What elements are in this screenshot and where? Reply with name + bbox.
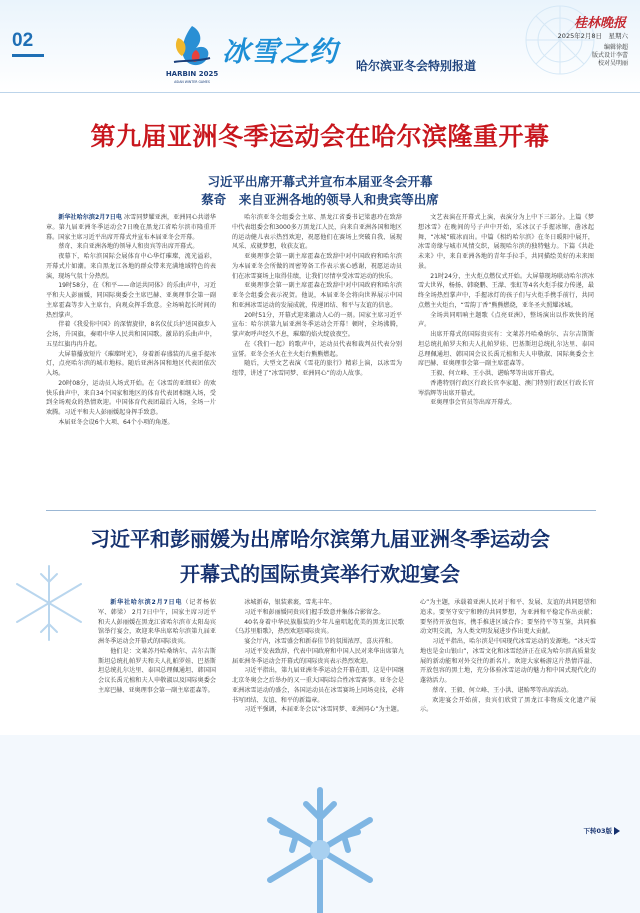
snowflake-icon bbox=[6, 560, 92, 646]
story2-col2-p6: 习近平指出，第九届亚洲冬季运动会开幕在即，这是中国继北京冬奥会之后举办的又一重大国际综合性冰雪赛事。亚冬会是亚洲冰雪运动的盛会，各国运动员在冰雪赛场上同场竞技，必将书写团结、友谊、和平的新篇章。 bbox=[232, 667, 404, 704]
story2-col2-p2: 习近平和彭丽媛同贵宾们握手致意并集体合影留念。 bbox=[244, 608, 385, 616]
story2-col2-p3: 40名身着中华民族服装的少年儿童唱起优美的黑龙江民歌《乌苏里船歌》，热烈欢迎国际贵宾。 bbox=[232, 618, 404, 636]
story2-col3-p1: 心”为主题，承载着亚洲人民对于和平、发展、友谊的共同愿望和追求。要坚守安宁和睦的共同梦想，为亚洲和平稳定作出贡献；要坚持开放包容，携手推进区域合作；要坚持平等互鉴，共同推动文明交流，为人类文明发展进步作出更大贡献。 bbox=[420, 599, 596, 636]
story1-col2-p5: 在《我们一起》的歌声中，运动员代表和裁判员代表分别宣誓。亚冬会圣火在主火炬台熊熊燃起。 bbox=[232, 340, 402, 358]
editor-credit: 编辑徐超 bbox=[603, 44, 628, 51]
story2-col1-p1: 2月7日中午，国家主席习近平和夫人彭丽媛在黑龙江省哈尔滨市太阳岛宾馆举行宴会，欢迎来华出席哈尔滨第九届亚洲冬季运动会开幕式的国际贵宾。 bbox=[98, 608, 216, 645]
story1-col1-p8: 本届亚冬会设6个大项、64个小项的角逐。 bbox=[58, 418, 174, 426]
story-divider bbox=[46, 510, 596, 511]
story1-col1-p2: 蔡奇、来自亚洲各地的领导人和贵宾等出席开幕式。 bbox=[58, 243, 199, 251]
story1-col1-p4: 19时58分，在《和平——命运共同体》的乐曲声中，习近平和夫人彭丽媛，同国际奥委会主席巴赫、亚奥理事会第一副主席霍森等步入主席台，向观众挥手致意。全场响起长时间的热烈掌声。 bbox=[46, 282, 216, 319]
story1-col1-p1: 冰雪同梦耀亚洲，亚洲同心共谱华章。第九届亚洲冬季运动会7日晚在黑龙江省哈尔滨市隆重开幕。国家主席习近平出席开幕式并宣布本届亚冬会开幕。 bbox=[46, 214, 216, 241]
story2-dateline: 新华社哈尔滨2月7日电 bbox=[110, 599, 183, 606]
story1-column-2 bbox=[232, 213, 402, 473]
story2-col2-p1: 冰城新春，银装素裹，雪兆丰年。 bbox=[244, 599, 336, 606]
story1-subhead-2: 蔡奇 来自亚洲各地的领导人和贵宾等出席 bbox=[201, 192, 439, 207]
header-divider bbox=[0, 92, 640, 93]
story2-headline-line2: 开幕式的国际贵宾举行欢迎宴会 bbox=[180, 562, 460, 586]
story1-col2-p2: 亚奥理事会第一副主席霍森在致辞中对中国政府和哈尔滨为本届亚冬会所做的周密筹备工作表示衷心感谢，祝愿运动员们在冰雪赛场上取得佳绩，让我们尽情享受冰雪运动的快乐。 bbox=[232, 253, 402, 280]
continued-on-page-link[interactable] bbox=[583, 826, 620, 835]
continued-label: 下转03版 bbox=[583, 827, 612, 835]
page-number-underline bbox=[12, 54, 44, 57]
story1-col2-p4: 20时51分，开幕式迎来激动人心的一刻。国家主席习近平宣布：哈尔滨第九届亚洲冬季运动会开幕！顿时，全场沸腾，掌声欢呼声经久不息，璀璨的焰火绽放夜空。 bbox=[232, 311, 402, 338]
story1-col3-p4: 出席开幕式的国际贵宾有：文莱苏丹哈桑纳尔、吉尔吉斯斯坦总统扎帕罗夫和夫人扎帕罗娃、巴基斯坦总统扎尔达里、泰国总理佩通坦、韩国国会议长禹元植和夫人申敬淑、国际奥委会主席巴赫、亚奥理事会第一副主席霍森等。 bbox=[418, 331, 594, 368]
story1-col3-p5: 王毅、何立峰、王小洪、谌贻琴等出席开幕式。 bbox=[430, 370, 559, 377]
story1-col1-p5: 伴着《我爱你中国》的深情旋律，8名仪仗兵护送国旗步入会场，升国旗，奏唱中华人民共和国国歌。激昂的乐曲声中，五星红旗冉冉升起。 bbox=[46, 321, 216, 348]
story1-col1-p3: 夜幕下，哈尔滨国际会展体育中心华灯璀璨，流光溢彩，开幕式片如潮。来自黑龙江各地的群众带来充满地域特色的表演，现场气氛十分热烈。 bbox=[46, 253, 216, 280]
story1-col3-p7: 亚奥理事会官员等出席开幕式。 bbox=[430, 399, 516, 407]
story2-col3-p2: 习近平指出，哈尔滨是中国现代冰雪运动的发源地。“冰天雪地也是金山银山”，冰雪文化和冰雪经济正在成为哈尔滨高质量发展的新动能和对外交往的新名片。欢迎大家畅游这片热情洋溢、开放包容的黑土地，充分体验冰雪运动的魅力和中国式现代化的蓬勃活力。 bbox=[420, 638, 596, 684]
story1-col2-p3: 亚奥理事会第一副主席霍森在致辞中对中国政府和哈尔滨亚冬会组委会表示祝贺。他说，本届亚冬会将向世界展示中国和亚洲冰雪运动的发展成就，传递团结、和平与友谊的信息。 bbox=[232, 282, 402, 309]
story1-headline: 第九届亚洲冬季运动会在哈尔滨隆重开幕 bbox=[90, 122, 550, 151]
page-number: 02 bbox=[12, 30, 34, 51]
story1-col1-p6: 大屏幕播放短片《璀璨时光》，身着新春盛装的儿童手提冰灯，点亮哈尔滨的城市地标。随后亚洲各国和地区代表团依次入场。 bbox=[46, 350, 216, 377]
story2-byline: （记者杨依军、韩梁） bbox=[98, 599, 216, 616]
issue-date: 2025年2月8日 星期六 bbox=[557, 32, 628, 40]
layout-credit: 版式设计李蕾 bbox=[591, 52, 628, 59]
story2-headline-line1: 习近平和彭丽媛为出席哈尔滨第九届亚洲冬季运动会 bbox=[90, 527, 550, 551]
story1-col3-p3: 全场共同唱响主题歌《点亮亚洲》，整场演出以作欢快的尾声。 bbox=[418, 311, 594, 329]
story1-col2-p6: 随后，大型文艺表演《雪花的旅行》精彩上演，以冰雪为纽带，讲述了“冰雪同梦、亚洲同心”的动人故事。 bbox=[232, 360, 402, 377]
logo-subtext: ASIAN WINTER GAMES bbox=[174, 80, 210, 84]
harbin-2025-logo-icon bbox=[166, 22, 218, 88]
story1-col1-p7: 20时08分，运动员入场式开始。在《冰雪的亚细亚》的欢快乐曲声中，来自34个国家和地区的体育代表团相继入场，受到全场观众的热情欢迎。中国体育代表团最后入场，全场一片欢腾。习近平和夫人彭丽媛起身挥手致意。 bbox=[46, 379, 216, 416]
story2-col3-p3: 蔡奇、王毅、何立峰、王小洪、谌贻琴等出席活动。 bbox=[432, 686, 573, 694]
story2-col1-p2: 他们是：文莱苏丹哈桑纳尔、吉尔吉斯斯坦总统扎帕罗夫和夫人扎帕罗娃、巴基斯坦总统扎尔达里、泰国总理佩通坦、韩国国会议长禹元植和夫人申敬淑以及国际奥委会主席巴赫、亚奥理事会第一副主席霍森等。 bbox=[98, 647, 216, 694]
story2-col2-p5: 习近平发表致辞，代表中国政府和中国人民对来华出席第九届亚洲冬季运动会开幕式的国际贵宾表示热烈欢迎。 bbox=[232, 647, 404, 665]
story1-col3-p1: 文艺表演在开幕式上演，表演分为上中下三部分。上篇《梦想冰雪》在晚间的号子声中开始，采冰汉子手握冰镩，凿冰起舞，“冰城”破冰而出。中篇《相约哈尔滨》在冬日暖阳中展开，冰雪奇缘与城市风情交织，展现哈尔滨的独特魅力。下篇《共赴未来》中，来自亚洲各地的青年手拉手，共同描绘美好的未来图景。 bbox=[418, 214, 594, 270]
column-title: 冰雪之约 bbox=[222, 35, 339, 68]
story1-column-1 bbox=[46, 213, 216, 505]
story2-column-3 bbox=[420, 598, 596, 820]
column-subtitle: 哈尔滨亚冬会特别报道 bbox=[356, 59, 477, 73]
large-snowflake-icon bbox=[230, 770, 410, 913]
story1-col2-p1: 哈尔滨亚冬会组委会主席、黑龙江省委书记梁惠玲在致辞中代表组委会和3000多万黑龙江人民，向来自亚洲各国和地区的运动健儿表示热烈欢迎，祝愿他们在赛场上突破自我、展现风采、成就梦想，收获友谊。 bbox=[232, 214, 402, 251]
story1-column-3 bbox=[418, 213, 594, 505]
story2-col3-p4: 欢迎宴会开始前，贵宾们欣赏了黑龙江非物质文化遗产展示。 bbox=[420, 696, 596, 714]
story1-col3-p2: 21时24分，主火炬点燃仪式开始。大屏幕现场联动哈尔滨冰雪大世界，杨扬、韩晓鹏、王濛、张虹等4名火炬手接力传递，最终全场热烈掌声中，手握冰灯的孩子们与火炬手携手前行，共同点燃主火炬台，“雪韵丁香”熊熊燃烧，亚冬圣火照耀冰城。 bbox=[418, 272, 594, 309]
story2-column-1 bbox=[98, 598, 216, 748]
story2-col2-p7: 习近平强调，本届亚冬会以“冰雪同梦、亚洲同心”为主题。 bbox=[244, 706, 403, 714]
page-header bbox=[0, 0, 640, 92]
story1-subhead-1: 习近平出席开幕式并宣布本届亚冬会开幕 bbox=[207, 174, 433, 189]
logo-text: HARBIN 2025 bbox=[166, 70, 218, 78]
proofread-credit: 校对吴明丽 bbox=[597, 60, 628, 67]
story1-dateline: 新华社哈尔滨2月7日电 bbox=[58, 214, 122, 221]
newspaper-masthead: 桂林晚报 bbox=[573, 16, 626, 31]
arrow-right-icon bbox=[614, 827, 620, 835]
story1-col3-p6: 香港特别行政区行政长官李家超、澳门特别行政区行政长官岑浩辉等出席开幕式。 bbox=[418, 379, 594, 397]
story2-col2-p4: 宴会厅内，冰雪盛会和新春佳节的氛围浓厚，喜庆祥和。 bbox=[244, 638, 397, 645]
